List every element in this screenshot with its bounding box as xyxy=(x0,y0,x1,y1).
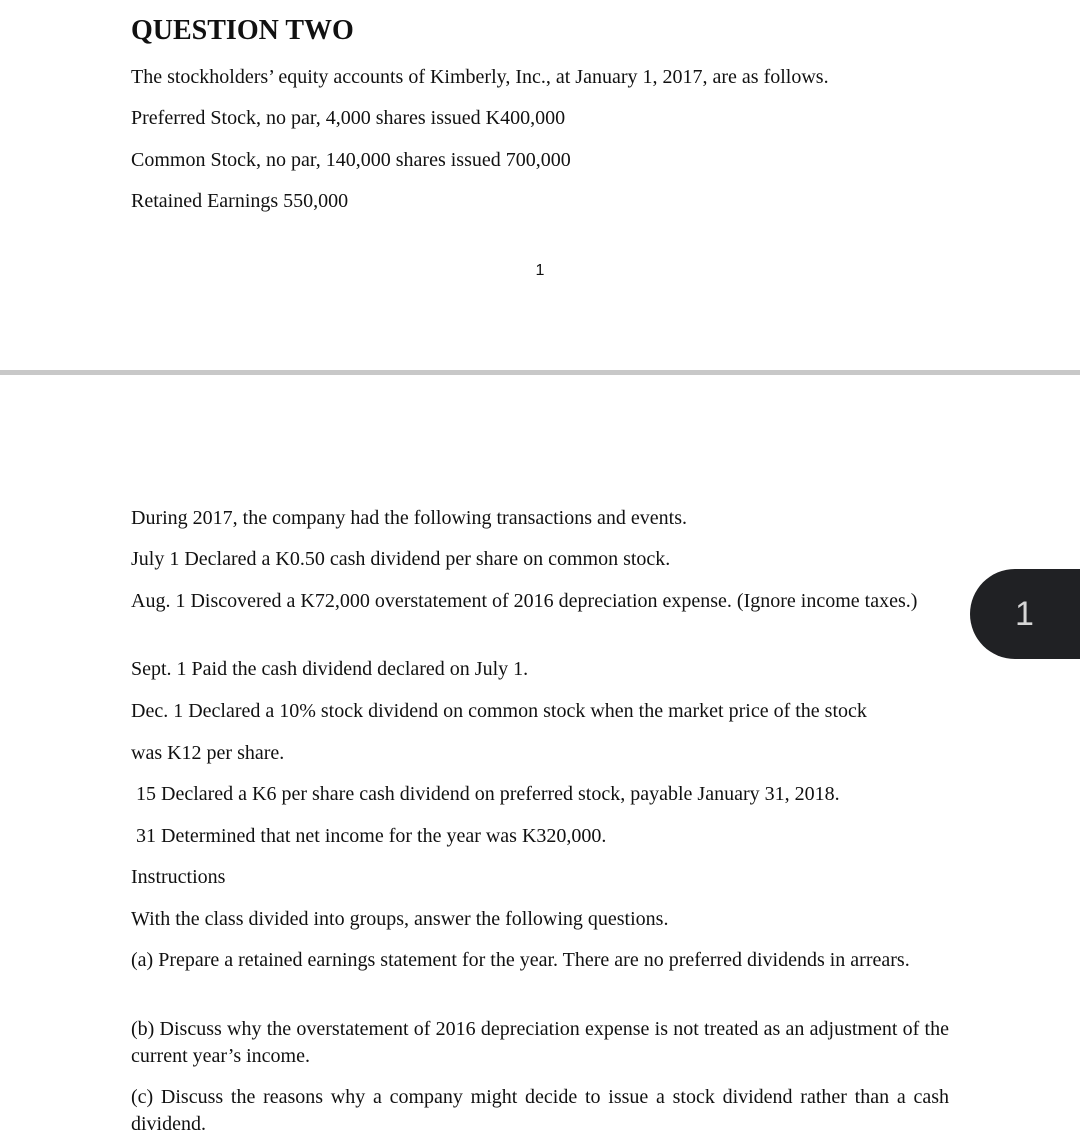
transaction-aug-1: Aug. 1 Discovered a K72,000 overstatement of 2016 depreciation expense. (Ignore income taxes.) xyxy=(131,590,918,612)
account-retained-earnings: Retained Earnings 550,000 xyxy=(131,190,349,212)
instructions-label: Instructions xyxy=(131,866,226,888)
question-heading: QUESTION TWO xyxy=(131,15,354,46)
page-indicator-badge[interactable]: 1 xyxy=(970,569,1080,659)
transaction-dec-1-continued: was K12 per share. xyxy=(131,742,285,764)
transaction-july-1: July 1 Declared a K0.50 cash dividend per share on common stock. xyxy=(131,548,671,570)
account-common-stock: Common Stock, no par, 140,000 shares issued 700,000 xyxy=(131,149,571,171)
question-c: (c) Discuss the reasons why a company might decide to issue a stock dividend rather than a cash dividend. xyxy=(131,1086,949,1135)
transactions-intro: During 2017, the company had the following transactions and events. xyxy=(131,507,687,529)
document-page-1 xyxy=(0,0,1080,370)
intro-paragraph: The stockholders’ equity accounts of Kimberly, Inc., at January 1, 2017, are as follows. xyxy=(131,66,829,88)
transaction-dec-15: 15 Declared a K6 per share cash dividend on preferred stock, payable January 31, 2018. xyxy=(131,783,840,805)
transaction-dec-31: 31 Determined that net income for the year was K320,000. xyxy=(131,825,607,847)
instructions-intro: With the class divided into groups, answer the following questions. xyxy=(131,908,669,930)
page-number: 1 xyxy=(535,262,545,279)
question-a: (a) Prepare a retained earnings statement for the year. There are no preferred dividends in arrears. xyxy=(131,949,910,971)
transaction-dec-1: Dec. 1 Declared a 10% stock dividend on common stock when the market price of the stock xyxy=(131,700,867,722)
question-b: (b) Discuss why the overstatement of 2016 depreciation expense is not treated as an adjustment of the current year’s income. xyxy=(131,1018,949,1067)
transaction-sept-1: Sept. 1 Paid the cash dividend declared on July 1. xyxy=(131,658,529,680)
account-preferred-stock: Preferred Stock, no par, 4,000 shares issued K400,000 xyxy=(131,107,566,129)
